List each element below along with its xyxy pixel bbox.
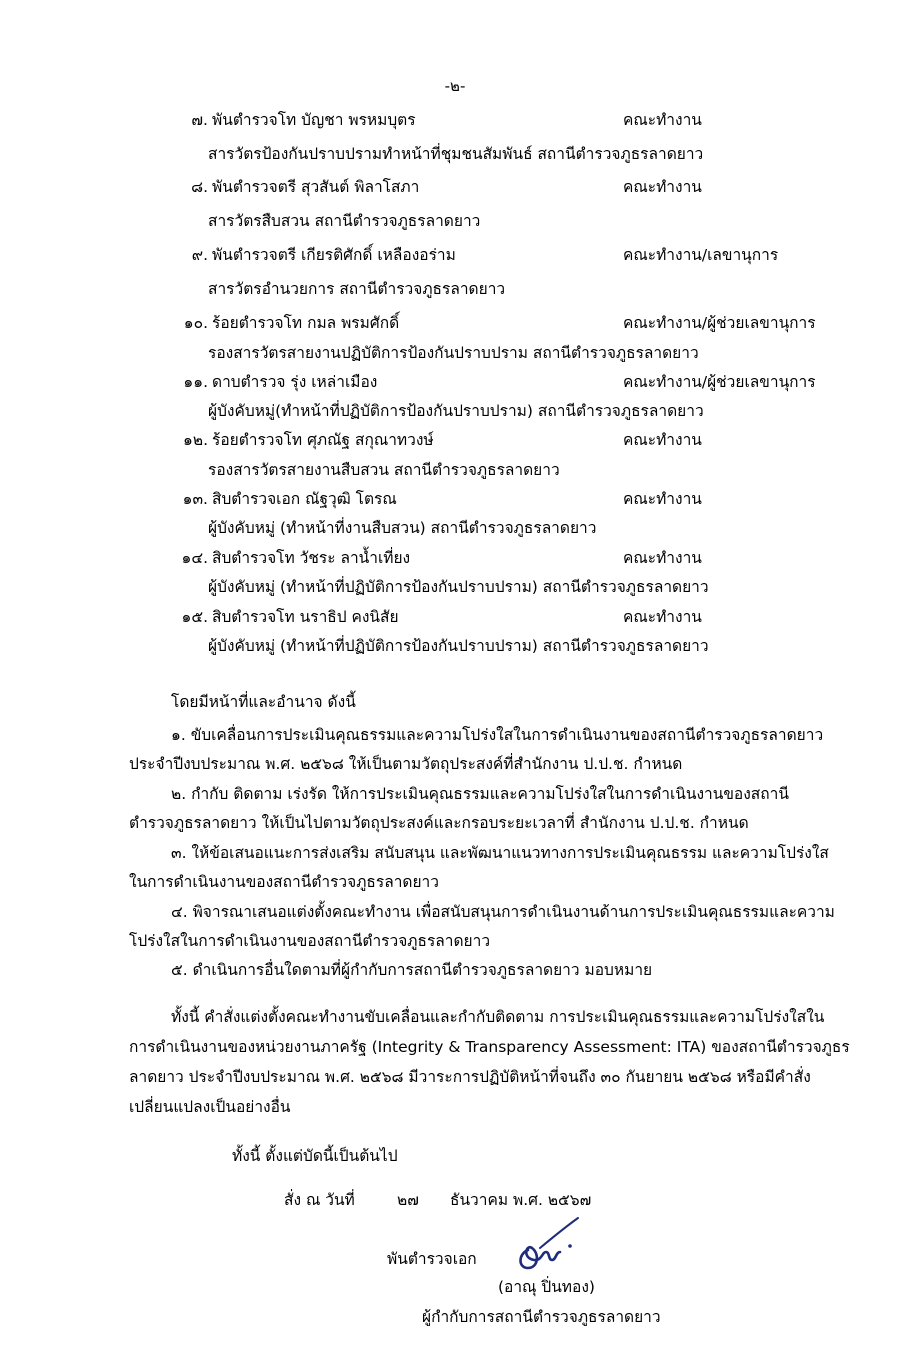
member-role: คณะทำงาน — [623, 431, 702, 449]
handwritten-signature — [512, 1214, 584, 1276]
member-name: ร้อยตำรวจโท ศุภณัฐ สกุณาทวงษ์ — [212, 431, 434, 449]
member-role: คณะทำงาน/ผู้ช่วยเลขานุการ — [623, 314, 816, 332]
duty-5: ๕. ดำเนินการอื่นใดตามที่ผู้กำกับการสถานีตำรวจภูธรลาดยาว มอบหมาย — [171, 961, 653, 979]
member-role: คณะทำงาน — [623, 490, 702, 508]
member-position: รองสารวัตรสายงานสืบสวน สถานีตำรวจภูธรลาดยาว — [208, 461, 560, 479]
member-name: สิบตำรวจโท วัชระ ลาน้ำเที่ยง — [212, 549, 411, 567]
member-position: ผู้บังคับหมู่ (ทำหน้าที่งานสืบสวน) สถานีตำรวจภูธรลาดยาว — [208, 519, 597, 537]
member-role: คณะทำงาน — [623, 178, 702, 196]
closing-line-1: ทั้งนี้ คำสั่งแต่งตั้งคณะทำงานขับเคลื่อนและกำกับติดตาม การประเมินคุณธรรมและความโปร่งใสใน — [171, 1008, 825, 1026]
member-number: ๙. — [191, 246, 208, 264]
member-position: ผู้บังคับหมู่ (ทำหน้าที่ปฏิบัติการป้องกันปราบปราม) สถานีตำรวจภูธรลาดยาว — [208, 578, 709, 596]
member-number: ๑๒. — [183, 431, 208, 449]
member-position: สารวัตรอำนวยการ สถานีตำรวจภูธรลาดยาว — [208, 280, 506, 298]
member-name: พันตำรวจตรี สุวสันต์ พิลาโสภา — [212, 178, 420, 196]
duties-intro: โดยมีหน้าที่และอำนาจ ดังนี้ — [171, 693, 356, 711]
effective-statement: ทั้งนี้ ตั้งแต่บัดนี้เป็นต้นไป — [232, 1147, 398, 1165]
closing-line-2: การดำเนินงานของหน่วยงานภาครัฐ (Integrity & Transparency Assessment: ITA) ของสถานีตำรวจภูธร — [129, 1038, 850, 1056]
duty-1-line-1: ๑. ขับเคลื่อนการประเมินคุณธรรมและความโปร่งใสในการดำเนินงานของสถานีตำรวจภูธรลาดยาว — [171, 726, 824, 744]
closing-line-3: ลาดยาว ประจำปีงบประมาณ พ.ศ. ๒๕๖๘ มีวาระการปฏิบัติหน้าที่จนถึง ๓๐ กันยายน ๒๕๖๘ หรือมีคำสั่ง — [129, 1068, 811, 1086]
member-position: ผู้บังคับหมู่(ทำหน้าที่ปฏิบัติการป้องกันปราบปราม) สถานีตำรวจภูธรลาดยาว — [208, 402, 704, 420]
member-number: ๑๔. — [181, 549, 208, 567]
member-role: คณะทำงาน — [623, 608, 702, 626]
page-number: -๒- — [444, 77, 466, 95]
order-date-prefix: สั่ง ณ วันที่ — [284, 1191, 355, 1209]
duty-4-line-2: โปร่งใสในการดำเนินงานของสถานีตำรวจภูธรลาดยาว — [129, 932, 491, 950]
member-number: ๑๐. — [183, 314, 208, 332]
member-name: สิบตำรวจเอก ณัฐวุฒิ โตรณ — [212, 490, 397, 508]
member-role: คณะทำงาน — [623, 111, 702, 129]
signatory-rank: พันตำรวจเอก — [387, 1250, 477, 1268]
order-date-month-year: ธันวาคม พ.ศ. ๒๕๖๗ — [450, 1191, 592, 1209]
member-number: ๘. — [191, 178, 208, 196]
member-name: ร้อยตำรวจโท กมล พรมศักดิ์ — [212, 314, 400, 332]
duty-3-line-2: ในการดำเนินงานของสถานีตำรวจภูธรลาดยาว — [129, 873, 439, 891]
member-name: พันตำรวจโท บัญชา พรหมบุตร — [212, 111, 416, 129]
member-number: ๗. — [191, 111, 208, 129]
member-position: ผู้บังคับหมู่ (ทำหน้าที่ปฏิบัติการป้องกันปราบปราม) สถานีตำรวจภูธรลาดยาว — [208, 637, 709, 655]
closing-line-4: เปลี่ยนแปลงเป็นอย่างอื่น — [129, 1098, 291, 1116]
order-date-day: ๒๗ — [397, 1191, 419, 1209]
member-number: ๑๓. — [182, 490, 208, 508]
member-number: ๑๕. — [181, 608, 208, 626]
member-number: ๑๑. — [183, 373, 208, 391]
member-position: รองสารวัตรสายงานปฏิบัติการป้องกันปราบปราม สถานีตำรวจภูธรลาดยาว — [208, 344, 699, 362]
duty-2-line-2: ตำรวจภูธรลาดยาว ให้เป็นไปตามวัตถุประสงค์และกรอบระยะเวลาที่ สำนักงาน ป.ป.ช. กำหนด — [129, 814, 749, 832]
duty-1-line-2: ประจำปีงบประมาณ พ.ศ. ๒๕๖๘ ให้เป็นตามวัตถุประสงค์ที่สำนักงาน ป.ป.ช. กำหนด — [129, 755, 683, 773]
duty-3-line-1: ๓. ให้ข้อเสนอแนะการส่งเสริม สนับสนุน และพัฒนาแนวทางการประเมินคุณธรรม และความโปร่งใส — [171, 844, 829, 862]
member-role: คณะทำงาน/ผู้ช่วยเลขานุการ — [623, 373, 816, 391]
member-name: สิบตำรวจโท นราธิป คงนิสัย — [212, 608, 399, 626]
member-role: คณะทำงาน — [623, 549, 702, 567]
signatory-title: ผู้กำกับการสถานีตำรวจภูธรลาดยาว — [422, 1308, 661, 1326]
duty-2-line-1: ๒. กำกับ ติดตาม เร่งรัด ให้การประเมินคุณธรรมและความโปร่งใสในการดำเนินงานของสถานี — [171, 785, 789, 803]
duty-4-line-1: ๔. พิจารณาเสนอแต่งตั้งคณะทำงาน เพื่อสนับสนุนการดำเนินงานด้านการประเมินคุณธรรมและความ — [171, 903, 835, 921]
member-position: สารวัตรป้องกันปราบปรามทำหน้าที่ชุมชนสัมพันธ์ สถานีตำรวจภูธรลาดยาว — [208, 145, 704, 163]
signatory-name: (อาณุ ปิ่นทอง) — [498, 1278, 595, 1296]
member-position: สารวัตรสืบสวน สถานีตำรวจภูธรลาดยาว — [208, 212, 481, 230]
member-name: ดาบตำรวจ รุ่ง เหล่าเมือง — [212, 373, 378, 391]
member-role: คณะทำงาน/เลขานุการ — [623, 246, 779, 264]
member-name: พันตำรวจตรี เกียรติศักดิ์ เหลืองอร่าม — [212, 246, 456, 264]
